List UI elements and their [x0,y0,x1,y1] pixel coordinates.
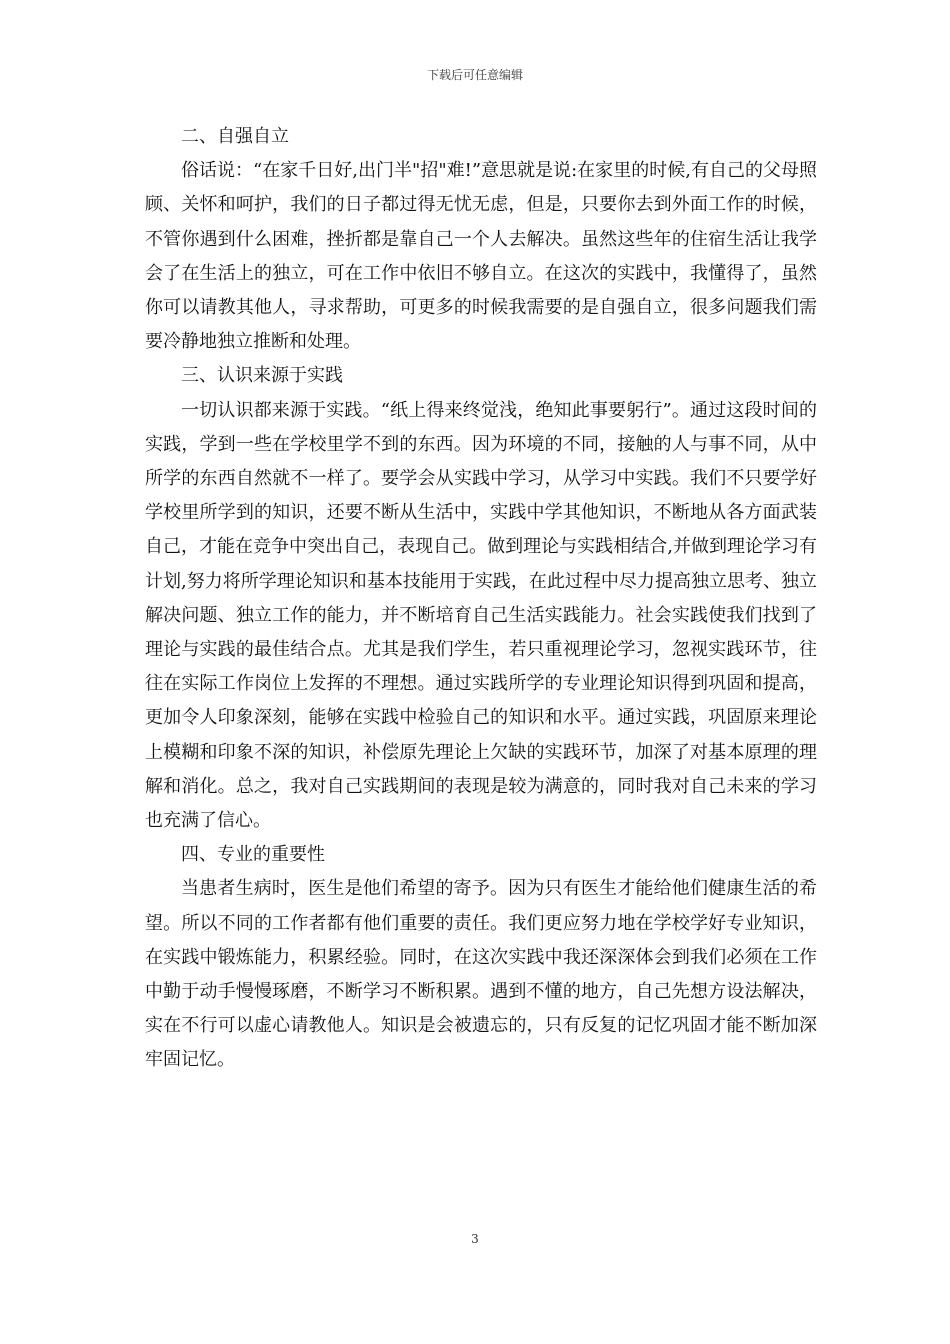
section-paragraph: 当患者生病时，医生是他们希望的寄予。因为只有医生才能给他们健康生活的希望。所以不同的工作者都有他们重要的责任。我们更应努力地在学校学好专业知识，在实践中锻炼能力，积累经验。同时，在这次实践中我还深深体会到我们必须在工作中勤于动手慢慢琢磨，不断学习不断积累。遇到不懂的地方，自己先想方设法解决，实在不行可以虚心请教他人。知识是会被遗忘的，只有反复的记忆巩固才能不断加深牢固记忆。 [145,878,817,1071]
section-paragraph: 一切认识都来源于实践。“纸上得来终觉浅，绝知此事要躬行”。通过这段时间的实践，学到一些在学校里学不到的东西。因为环境的不同，接触的人与事不同，从中所学的东西自然就不一样了。要学会从实践中学习，从学习中实践。我们不只要学好学校里所学到的知识，还要不断从生活中，实践中学其他知识，不断地从各方面武装自己，才能在竞争中突出自己，表现自己。做到理论与实践相结合,并做到理论学习有计划,努力将所学理论知识和基本技能用于实践，在此过程中尽力提高独立思考、独立解决问题、独立工作的能力，并不断培育自己生活实践能力。社会实践使我们找到了理论与实践的最佳结合点。尤其是我们学生，若只重视理论学习，忽视实践环节，往往在实际工作岗位上发挥的不理想。通过实践所学的专业理论知识得到巩固和提高，更加令人印象深刻，能够在实践中检验自己的知识和水平。通过实践，巩固原来理论上模糊和印象不深的知识，补偿原先理论上欠缺的实践环节，加深了对基本原理的理解和消化。总之，我对自己实践期间的表现是较为满意的，同时我对自己未来的学习也充满了信心。 [145,399,817,832]
section-knowledge-from-practice [145,359,817,838]
section-importance-of-profession [145,838,817,1077]
section-self-reliance [145,120,817,359]
section-heading: 三、认识来源于实践 [181,365,343,387]
page-number: 3 [471,1232,479,1246]
section-heading: 四、专业的重要性 [181,844,325,866]
document-body [145,120,817,1078]
section-paragraph: 俗话说：“在家千日好,出门半"招"难!”意思就是说:在家里的时候,有自己的父母照顾、关怀和呵护，我们的日子都过得无忧无虑，但是，只要你去到外面工作的时候，不管你遇到什么困难，挫折都是靠自己一个人去解决。虽然这些年的住宿生活让我学会了在生活上的独立，可在工作中依旧不够自立。在这次的实践中，我懂得了，虽然你可以请教其他人，寻求帮助，可更多的时候我需要的是自强自立，很多问题我们需要冷静地独立推断和处理。 [145,160,817,353]
page-header: 下载后可任意编辑 [426,68,523,82]
section-heading: 二、自强自立 [181,126,289,147]
